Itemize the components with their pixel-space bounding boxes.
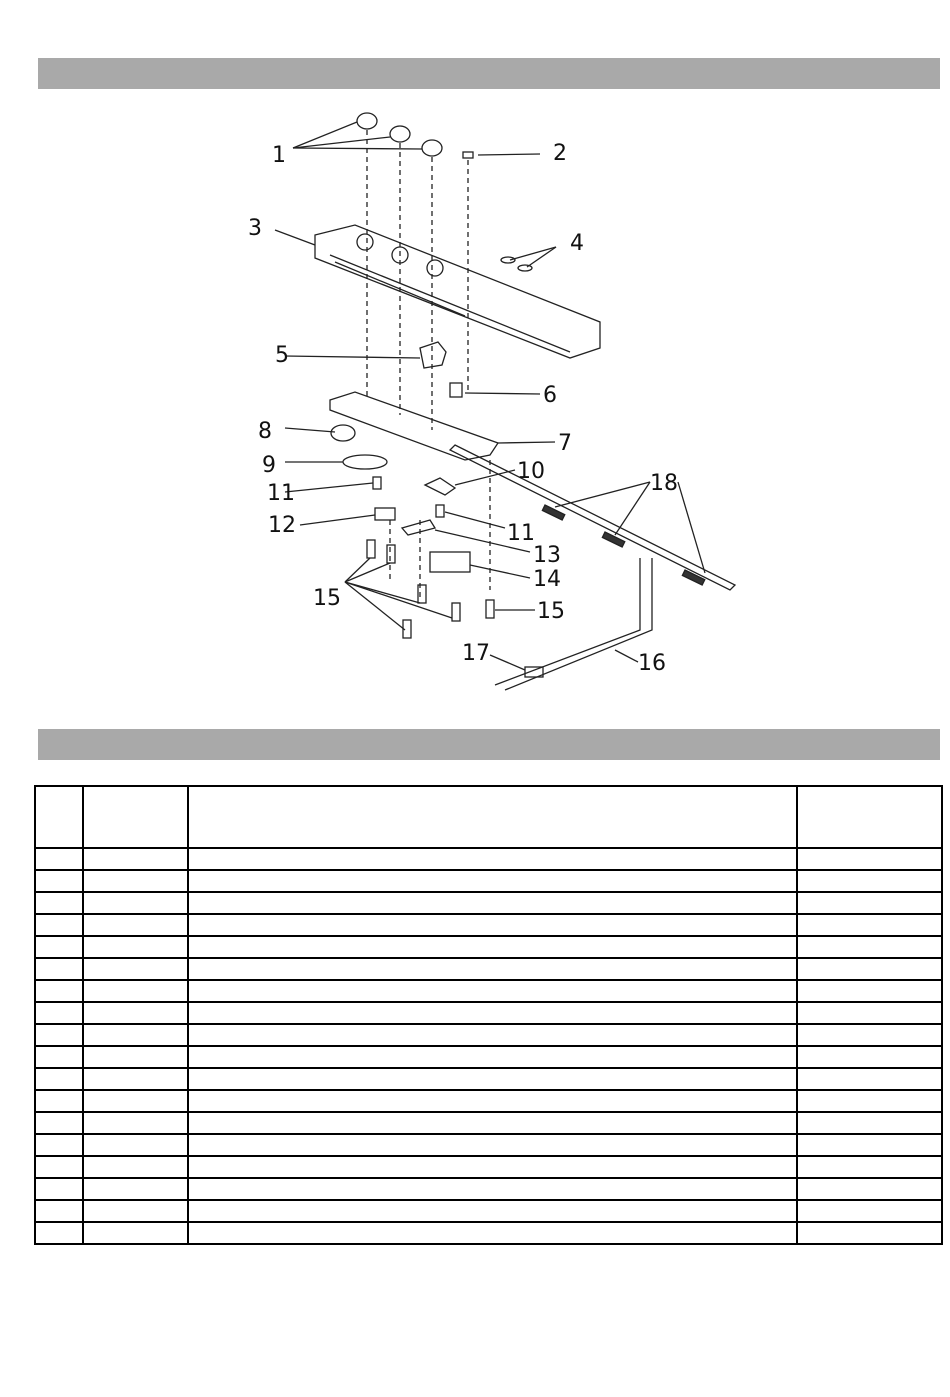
table-cell — [83, 1068, 188, 1090]
table-cell — [35, 1090, 83, 1112]
switch-part-5 — [420, 342, 446, 368]
table-cell — [797, 870, 942, 892]
callout-2: 2 — [553, 141, 567, 166]
table-cell — [797, 1200, 942, 1222]
table-cell — [188, 1134, 797, 1156]
table-cell — [83, 848, 188, 870]
callout-9: 9 — [262, 453, 276, 478]
table-row — [35, 1068, 942, 1090]
column-header-description — [188, 786, 797, 848]
table-row — [35, 1156, 942, 1178]
callout-17: 17 — [462, 641, 490, 666]
table-cell — [188, 914, 797, 936]
table-cell — [188, 936, 797, 958]
table-cell — [35, 870, 83, 892]
exploded-parts-diagram — [240, 100, 750, 705]
table-cell — [188, 958, 797, 980]
table-cell — [797, 1024, 942, 1046]
table-cell — [83, 1156, 188, 1178]
part-13 — [402, 520, 435, 535]
part-8 — [331, 425, 355, 441]
table-cell — [188, 1200, 797, 1222]
bracket-part-16 — [495, 558, 652, 690]
table-cell — [35, 1200, 83, 1222]
table-cell — [35, 848, 83, 870]
callout-16: 16 — [638, 651, 666, 676]
callout-18: 18 — [650, 471, 678, 496]
table-row — [35, 1200, 942, 1222]
callout-5: 5 — [275, 343, 289, 368]
table-row — [35, 936, 942, 958]
table-cell — [83, 1200, 188, 1222]
table-cell — [797, 1156, 942, 1178]
table-cell — [188, 1156, 797, 1178]
knob-part-1c — [422, 140, 442, 156]
table-cell — [797, 958, 942, 980]
callout-11b: 11 — [507, 521, 535, 546]
table-cell — [35, 958, 83, 980]
table-row — [35, 1222, 942, 1244]
column-header-part-code — [83, 786, 188, 848]
table-row — [35, 1112, 942, 1134]
table-cell — [83, 1090, 188, 1112]
knob-part-1b — [390, 126, 410, 142]
header-band-parts-list — [38, 729, 940, 760]
table-row — [35, 1134, 942, 1156]
table-cell — [35, 892, 83, 914]
table-cell — [83, 936, 188, 958]
table-cell — [83, 1024, 188, 1046]
table-cell — [83, 914, 188, 936]
part-12 — [375, 508, 395, 520]
table-cell — [797, 848, 942, 870]
table-cell — [797, 1222, 942, 1244]
part-10 — [425, 478, 455, 495]
table-row — [35, 1178, 942, 1200]
callout-13: 13 — [533, 543, 561, 568]
parts-list-table — [34, 785, 943, 1245]
table-row — [35, 958, 942, 980]
part-9 — [343, 455, 387, 469]
table-cell — [83, 1222, 188, 1244]
table-cell — [797, 1068, 942, 1090]
callout-10: 10 — [517, 459, 545, 484]
callout-12: 12 — [268, 513, 296, 538]
table-cell — [188, 1222, 797, 1244]
table-row — [35, 980, 942, 1002]
table-cell — [797, 914, 942, 936]
table-cell — [35, 1156, 83, 1178]
table-cell — [188, 1178, 797, 1200]
table-row — [35, 848, 942, 870]
table-cell — [83, 892, 188, 914]
callout-4: 4 — [570, 231, 584, 256]
callout-8: 8 — [258, 419, 272, 444]
callout-15a: 15 — [313, 586, 341, 611]
table-cell — [83, 1134, 188, 1156]
switch-part-6 — [450, 383, 462, 397]
table-cell — [797, 936, 942, 958]
table-cell — [188, 1002, 797, 1024]
table-cell — [797, 1134, 942, 1156]
table-cell — [83, 1002, 188, 1024]
header-band-top — [38, 58, 940, 89]
table-cell — [797, 980, 942, 1002]
callout-3: 3 — [248, 216, 262, 241]
table-cell — [797, 1178, 942, 1200]
table-cell — [83, 1046, 188, 1068]
table-cell — [83, 958, 188, 980]
table-cell — [83, 1112, 188, 1134]
table-cell — [35, 1178, 83, 1200]
chassis-part-7 — [330, 392, 498, 460]
callout-7: 7 — [558, 431, 572, 456]
table-cell — [797, 1002, 942, 1024]
table-row — [35, 892, 942, 914]
table-cell — [35, 1222, 83, 1244]
table-cell — [83, 870, 188, 892]
table-cell — [35, 1024, 83, 1046]
table-cell — [83, 980, 188, 1002]
table-row — [35, 1002, 942, 1024]
rail-part-18 — [450, 445, 735, 590]
table-cell — [35, 980, 83, 1002]
table-row — [35, 914, 942, 936]
table-cell — [35, 1068, 83, 1090]
table-cell — [35, 1134, 83, 1156]
part-14 — [430, 552, 470, 572]
table-row — [35, 870, 942, 892]
table-cell — [35, 914, 83, 936]
table-cell — [797, 892, 942, 914]
pin-part-2 — [463, 152, 473, 158]
table-cell — [188, 1090, 797, 1112]
table-row — [35, 1090, 942, 1112]
knob-part-1a — [357, 113, 377, 129]
table-cell — [188, 1112, 797, 1134]
column-header-no — [35, 786, 83, 848]
table-cell — [188, 1024, 797, 1046]
callout-15b: 15 — [537, 599, 565, 624]
table-cell — [188, 892, 797, 914]
table-cell — [188, 848, 797, 870]
table-cell — [35, 1002, 83, 1024]
callout-6: 6 — [543, 383, 557, 408]
table-row — [35, 1046, 942, 1068]
table-cell — [797, 1112, 942, 1134]
callout-14: 14 — [533, 567, 561, 592]
table-cell — [797, 1090, 942, 1112]
table-cell — [188, 870, 797, 892]
table-cell — [83, 1178, 188, 1200]
table-cell — [188, 1068, 797, 1090]
callout-1: 1 — [272, 143, 286, 168]
table-cell — [188, 980, 797, 1002]
table-cell — [797, 1046, 942, 1068]
table-row — [35, 1024, 942, 1046]
table-cell — [35, 1046, 83, 1068]
table-cell — [188, 1046, 797, 1068]
table-header-row — [35, 786, 942, 848]
callout-11a: 11 — [267, 481, 295, 506]
column-header-quantity — [797, 786, 942, 848]
table-cell — [35, 936, 83, 958]
table-cell — [35, 1112, 83, 1134]
